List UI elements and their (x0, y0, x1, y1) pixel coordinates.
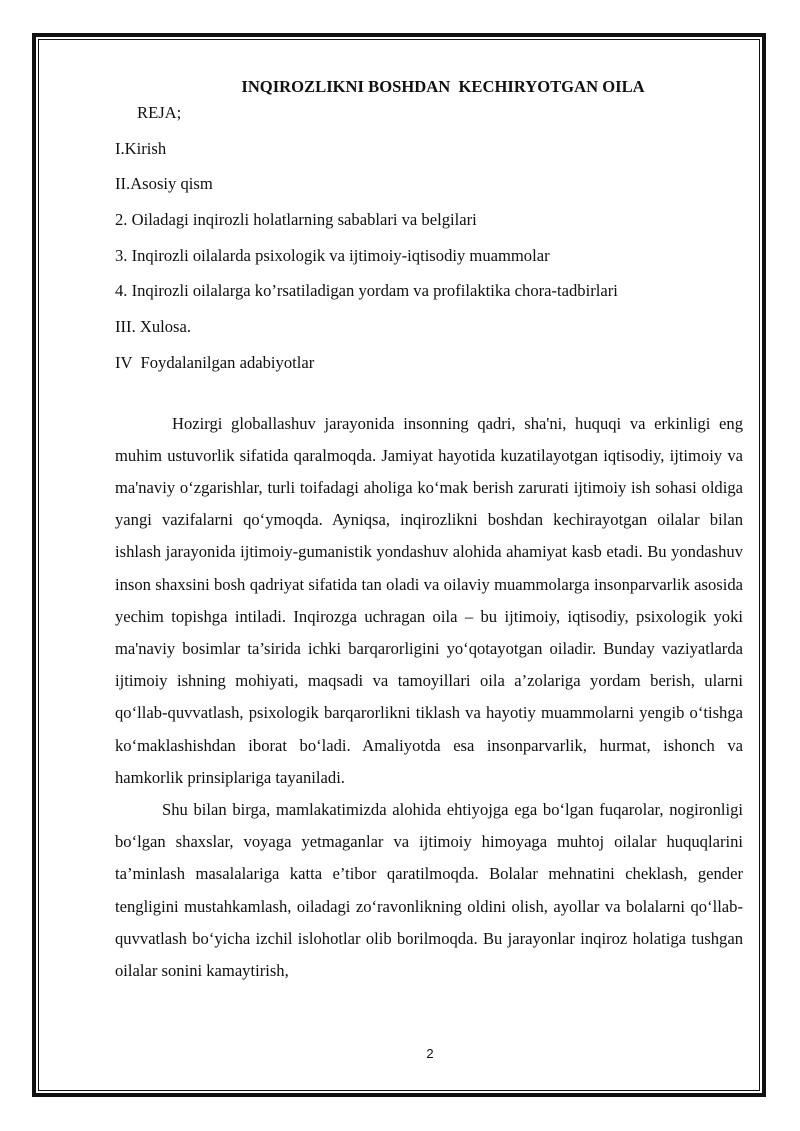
document-body (115, 74, 743, 987)
plan-item: IV Foydalanilgan adabiyotlar (115, 352, 315, 372)
page-number: 2 (426, 1046, 434, 1061)
plan-item: III. Xulosa. (115, 317, 192, 337)
document-title: INQIROZLIKNI BOSHDAN KECHIRYOTGAN OILA (241, 77, 645, 96)
plan-item: 3. Inqirozli oilalarda psixologik va ijtimoiy-iqtisodiy muammolar (115, 245, 550, 265)
plan-item: 4. Inqirozli oilalarga ko’rsatiladigan yordam va profilaktika chora-tadbirlari (115, 281, 618, 301)
plan-heading: REJA; (137, 103, 182, 122)
section-spacer (115, 386, 743, 408)
body-paragraph: Shu bilan birga, mamlakatimizda alohida ehtiyojga ega bo‘lgan fuqarolar, nogironligi bo‘lgan shaxslar, voyaga yetmaganlar va ijtimoiy himoyaga muhtoj oilalar huquqlarini ta’minlash masalalariga katta e’tibor qaratilmoqda. Bolalar mehnatini cheklash, gender tengligini mustahkamlash, oiladagi zo‘ravonlikning oldini olish, ayollar va bolalarni qo‘llab-quvvatlash bo‘yicha izchil islohotlar olib borilmoqda. Bu jarayonlar inqiroz holatiga tushgan oilalar sonini kamaytirish, (115, 799, 743, 980)
plan-item: 2. Oiladagi inqirozli holatlarning sabablari va belgilari (115, 210, 477, 230)
plan-item: II.Asosiy qism (115, 174, 213, 194)
body-paragraph: Hozirgi globallashuv jarayonida insonning qadri, sha'ni, huquqi va erkinligi eng muhim ustuvorlik sifatida qaralmoqda. Jamiyat hayotida kuzatilayotgan iqtisodiy, ijtimoiy va ma'naviy o‘zgarishlar, turli toifadagi aholiga ko‘mak berish zarurati ijtimoiy ish sohasi oldiga yangi vazifalarni qo‘ymoqda. Ayniqsa, inqirozlikni boshdan kechirayotgan oilalar bilan ishlash jarayonida ijtimoiy-gumanistik yondashuv alohida ahamiyat kasb etadi. Bu yondashuv inson shaxsini bosh qadriyat sifatida tan oladi va oilaviy muammolarga insonparvarlik asosida yechim topishga intiladi. Inqirozga uchragan oila – bu ijtimoiy, iqtisodiy, psixologik yoki ma'naviy bosimlar ta’sirida ichki barqarorligini yo‘qotayotgan oiladir. Bunday vaziyatlarda ijtimoiy ishning mohiyati, maqsadi va tamoyillari oila a’zolariga yordam berish, ularni qo‘llab-quvvatlash, psixologik barqarorlikni tiklash va hayotiy muammolarni yengib o‘tishga ko‘maklashishdan iborat bo‘ladi. Amaliyotda esa insonparvarlik, hurmat, ishonch va hamkorlik prinsiplariga tayaniladi. (115, 413, 743, 787)
plan-item: I.Kirish (115, 138, 167, 158)
